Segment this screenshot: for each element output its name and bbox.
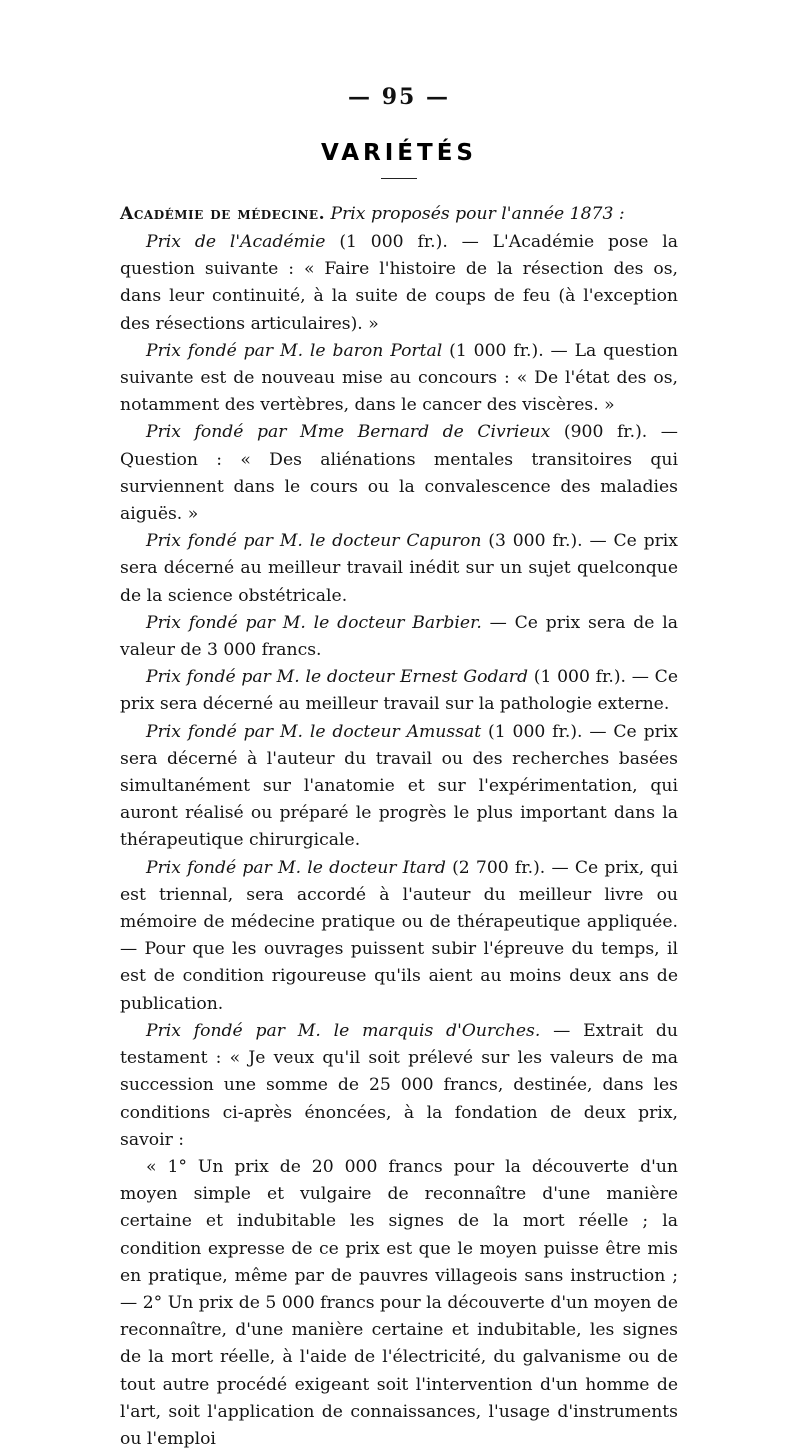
prize-name: Prix fondé par M. le marquis d'Ourches.	[146, 1020, 541, 1041]
paragraph-prix-barbier	[120, 610, 678, 664]
prize-name: Prix fondé par M. le baron Portal	[146, 340, 443, 361]
paragraph-prix-ourches	[120, 1018, 678, 1154]
paragraph-prix-portal	[120, 338, 678, 420]
prize-name: Prix fondé par M. le docteur Barbier.	[146, 612, 482, 633]
page-number: — 95 —	[348, 84, 450, 110]
prize-body: (1 000 fr.). — L'Académie pose la question suivante : « Faire l'histoire de la résection des os, dans leur continuité, à la suite de coups de feu (à l'exception des résections articulaires). »	[120, 232, 678, 334]
paragraph-prix-amussat	[120, 719, 678, 855]
prize-name: Prix fondé par M. le docteur Itard	[146, 857, 446, 878]
prize-body: (1 000 fr.). — Ce prix sera décerné au meilleur travail sur la pathologie externe.	[120, 667, 679, 715]
prize-name: Prix fondé par M. le docteur Capuron	[146, 531, 482, 552]
paragraph-prix-capuron	[120, 528, 678, 610]
text-column	[120, 84, 678, 1453]
prize-name: Prix fondé par M. le docteur Amussat	[146, 721, 482, 742]
section-title: VARIÉTÉS	[321, 140, 477, 166]
paragraph-prix-civrieux	[120, 419, 678, 528]
prize-body: — Ce prix sera de la valeur de 3 000 francs.	[120, 612, 678, 661]
heading-line	[120, 201, 678, 228]
prize-body: (900 fr.). — Question : « Des aliénations mentales transitoires qui surviennent dans le cours ou la convalescence des maladies aiguës. »	[120, 422, 678, 525]
prize-body: (1 000 fr.). — Ce prix sera décerné à l'auteur du travail ou des recherches basées simultanément sur l'anatomie et sur l'expérimentation, qui auront réalisé ou préparé le progrès le plus important dans la thérapeutique chirurgicale.	[120, 721, 678, 851]
title-rule	[381, 178, 417, 179]
paragraph-prix-godard	[120, 664, 678, 718]
prize-name: Prix de l'Académie	[146, 232, 326, 252]
prize-body: (3 000 fr.). — Ce prix sera décerné au meilleur travail inédit sur un sujet quelconque de la science obstétricale.	[120, 531, 678, 606]
prize-body: (1 000 fr.). — La question suivante est de nouveau mise au concours : « De l'état des os, notamment des vertèbres, dans le cancer des viscères. »	[120, 340, 678, 416]
heading-org: Académie de médecine.	[120, 204, 326, 224]
prize-name: Prix fondé par M. le docteur Ernest Godard	[146, 667, 528, 688]
paragraph-prix-itard	[120, 855, 678, 1018]
prize-body: — Extrait du testament : « Je veux qu'il soit prélevé sur les valeurs de ma succession une somme de 25 000 francs, destinée, dans les conditions ci-après énoncées, à la fondation de deux prix, savoir :	[120, 1020, 678, 1150]
heading-subject: Prix proposés pour l'année 1873 :	[330, 204, 625, 224]
prize-name: Prix fondé par Mme Bernard de Civrieux	[146, 422, 551, 443]
prize-body: « 1° Un prix de 20 000 francs pour la découverte d'un moyen simple et vulgaire de reconnaître d'une manière certaine et indubitable les signes de la mort réelle ; la condition expresse de ce prix est que le moyen puisse être mis en pratique, même par de pauvres villageois sans instruction ; — 2° Un prix de 5 000 francs pour la découverte d'un moyen de reconnaître, d'une manière certaine et indubitable, les signes de la mort réelle, à l'aide de l'électricité, du galvanisme ou de tout autre procédé exigeant soit l'intervention d'un homme de l'art, soit l'application de connaissances, l'usage d'instruments ou l'emploi	[120, 1156, 678, 1449]
paragraph-prix-academie	[120, 229, 678, 338]
prize-body: (2 700 fr.). — Ce prix, qui est triennal, sera accordé à l'auteur du meilleur livre ou mémoire de médecine pratique ou de thérapeutique appliquée. — Pour que les ouvrages puissent subir l'épreuve du temps, il est de condition rigoureuse qu'ils aient au moins deux ans de publication.	[120, 857, 679, 1014]
paragraph-testament-terms	[120, 1154, 678, 1453]
